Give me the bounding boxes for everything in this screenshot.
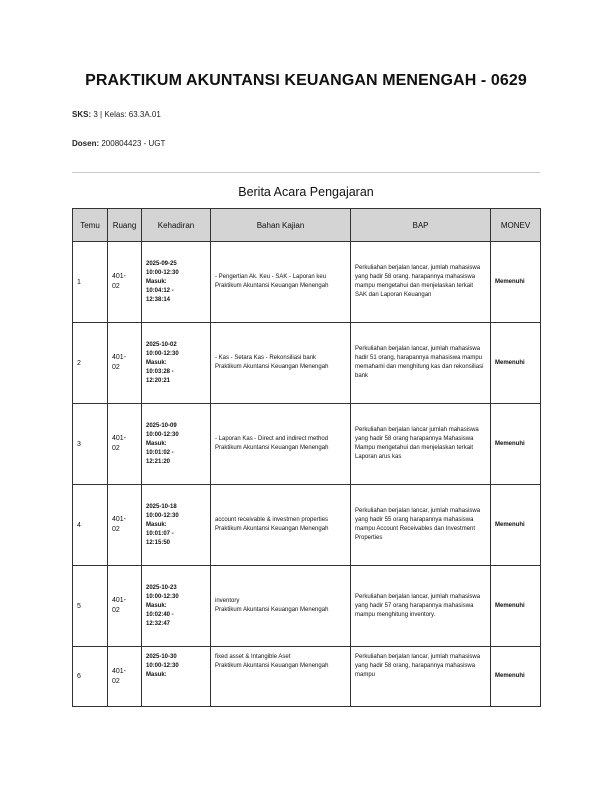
cell-bap: Perkuliahan berjalan lancar jumlah mahasiswa yang hadir 58 orang harapannya Mahasiswa Mampu mengetahui dan menjelaskan terkait Laporan arus kas: [351, 404, 491, 485]
course-meta: [72, 110, 161, 119]
kehadiran-date: 2025-10-30: [146, 654, 177, 660]
cell-monev: Memenuhi: [491, 485, 541, 566]
col-header-ruang: Ruang: [108, 209, 142, 242]
cell-bap: Perkuliahan berjalan lancar, jumlah mahasiswa yang hadir 57 orang harapannya mahasiswa mampu menghitung inventory.: [351, 566, 491, 647]
cell-bap: Perkuliahan berjalan lancar, jumlah mahasiswa yang hadir 58 orang. harapannya mahasiswa mampu mengetahui dan menjelaskan terkait SAK dan Laporan Keuangan: [351, 242, 491, 323]
dosen-label: Dosen:: [72, 139, 100, 148]
ruang-line: 02: [112, 283, 120, 290]
ruang-line: 401-: [112, 435, 127, 442]
cell-bahan-kajian: [211, 647, 351, 707]
kehadiran-masuk-label: Masuk:: [146, 278, 167, 285]
teaching-record-table: [72, 208, 541, 707]
kehadiran-out: 12:20:21: [146, 377, 171, 384]
cell-bap: Perkuliahan berjalan lancar, jumlah mahasiswa hadir 51 orang, harapannya mahasiswa mampu memahami dan menghitung kas dan rekonsiliasi bank: [351, 323, 491, 404]
kehadiran-time: 10:00-12:30: [146, 512, 179, 519]
bahan-course: Praktikum Akuntansi Keuangan Menengah: [215, 283, 329, 289]
kehadiran-time: 10:00-12:30: [146, 663, 179, 669]
kehadiran-out: 12:38:14: [146, 296, 171, 303]
cell-kehadiran: [142, 242, 211, 323]
bahan-topic: - Laporan Kas - Direct and indirect method: [215, 436, 329, 442]
kehadiran-date: 2025-10-09: [146, 422, 177, 429]
cell-temu: 4: [73, 485, 108, 566]
cell-kehadiran: [142, 647, 211, 707]
table-row: [73, 485, 541, 566]
col-header-kehadiran: Kehadiran: [142, 209, 211, 242]
cell-monev: Memenuhi: [491, 647, 541, 707]
ruang-line: 401-: [112, 354, 127, 361]
cell-monev: Memenuhi: [491, 566, 541, 647]
cell-bahan-kajian: [211, 566, 351, 647]
kehadiran-out: 12:15:50: [146, 539, 171, 546]
cell-temu: 1: [73, 242, 108, 323]
cell-bahan-kajian: [211, 404, 351, 485]
cell-bap: Perkuliahan berjalan lancar, jumlah mahasiswa yang hadir 55 orang harapannya mahasiswa mampu Account Receivables dan Investment Properties: [351, 485, 491, 566]
cell-kehadiran: [142, 323, 211, 404]
table-row: [73, 323, 541, 404]
col-header-bap: BAP: [351, 209, 491, 242]
cell-bahan-kajian: [211, 242, 351, 323]
kehadiran-date: 2025-10-18: [146, 503, 177, 510]
cell-monev: Memenuhi: [491, 404, 541, 485]
kehadiran-masuk-label: Masuk:: [146, 440, 167, 447]
ruang-line: 401-: [112, 667, 127, 675]
cell-ruang: [108, 647, 142, 707]
kehadiran-in: 10:04:12 -: [146, 287, 174, 294]
ruang-line: 02: [112, 607, 120, 614]
kehadiran-in: 10:01:07 -: [146, 530, 174, 537]
bahan-course: Praktikum Akuntansi Keuangan Menengah: [215, 526, 329, 532]
kehadiran-time: 10:00-12:30: [146, 593, 179, 600]
divider: [72, 172, 540, 173]
bahan-topic: fixed asset & Intangible Aset: [215, 654, 291, 660]
kehadiran-masuk-label: Masuk:: [146, 602, 167, 609]
kehadiran-masuk-label: Masuk:: [146, 521, 167, 528]
ruang-line: 401-: [112, 516, 127, 523]
kehadiran-date: 2025-09-25: [146, 260, 177, 267]
cell-ruang: [108, 323, 142, 404]
cell-ruang: [108, 566, 142, 647]
sks-class-value: 3 | Kelas: 63.3A.01: [93, 110, 161, 119]
bahan-topic: - Kas - Setara Kas - Rekonsiliasi bank: [215, 355, 317, 361]
kehadiran-time: 10:00-12:30: [146, 269, 179, 276]
kehadiran-date: 2025-10-02: [146, 341, 177, 348]
bahan-course: Praktikum Akuntansi Keuangan Menengah: [215, 607, 329, 613]
lecturer-meta: [72, 139, 165, 148]
cell-ruang: [108, 404, 142, 485]
cell-monev: Memenuhi: [491, 323, 541, 404]
cell-kehadiran: [142, 485, 211, 566]
kehadiran-time: 10:00-12:30: [146, 350, 179, 357]
bahan-topic: inventory: [215, 598, 240, 604]
cell-bap: Perkuliahan berjalan lancar, jumlah mahasiswa yang hadir 58 orang, harapannya mahasiswa mampu: [351, 647, 491, 707]
kehadiran-out: 12:32:47: [146, 620, 171, 627]
cell-ruang: [108, 485, 142, 566]
bahan-course: Praktikum Akuntansi Keuangan Menengah: [215, 445, 329, 451]
ruang-line: 401-: [112, 597, 127, 604]
course-title: PRAKTIKUM AKUNTANSI KEUANGAN MENENGAH - 0629: [85, 72, 527, 89]
kehadiran-in: 10:02:40 -: [146, 611, 174, 618]
cell-bahan-kajian: [211, 323, 351, 404]
col-header-monev: MONEV: [491, 209, 541, 242]
bahan-course: Praktikum Akuntansi Keuangan Menengah: [215, 364, 329, 370]
table-header-row: [73, 209, 541, 242]
cell-monev: Memenuhi: [491, 242, 541, 323]
kehadiran-in: 10:03:28 -: [146, 368, 174, 375]
cell-temu: 2: [73, 323, 108, 404]
cell-temu: 5: [73, 566, 108, 647]
col-header-temu: Temu: [73, 209, 108, 242]
bahan-topic: account receivable & investmen properties: [215, 517, 329, 523]
dosen-value: 200804423 - UGT: [101, 139, 166, 148]
table-row: [73, 404, 541, 485]
bahan-topic: - Pengertian Ak. Keu - SAK - Laporan keu: [215, 274, 327, 280]
ruang-line: 02: [112, 526, 120, 533]
cell-temu: 6: [73, 647, 108, 707]
kehadiran-masuk-label: Masuk:: [146, 672, 167, 678]
kehadiran-out: 12:21:20: [146, 458, 171, 465]
col-header-bahan-kajian: Bahan Kajian: [211, 209, 351, 242]
table-row: [73, 566, 541, 647]
table-row: [73, 242, 541, 323]
kehadiran-in: 10:01:02 -: [146, 449, 174, 456]
ruang-line: 02: [112, 677, 120, 685]
cell-temu: 3: [73, 404, 108, 485]
ruang-line: 02: [112, 445, 120, 452]
kehadiran-date: 2025-10-23: [146, 584, 177, 591]
ruang-line: 401-: [112, 273, 127, 280]
kehadiran-time: 10:00-12:30: [146, 431, 179, 438]
cell-ruang: [108, 242, 142, 323]
table-row: [73, 647, 541, 707]
ruang-line: 02: [112, 364, 120, 371]
sks-label: SKS:: [72, 110, 92, 119]
cell-kehadiran: [142, 566, 211, 647]
cell-bahan-kajian: [211, 485, 351, 566]
kehadiran-masuk-label: Masuk:: [146, 359, 167, 366]
section-title: Berita Acara Pengajaran: [238, 185, 374, 199]
cell-kehadiran: [142, 404, 211, 485]
bahan-course: Praktikum Akuntansi Keuangan Menengah: [215, 663, 329, 669]
